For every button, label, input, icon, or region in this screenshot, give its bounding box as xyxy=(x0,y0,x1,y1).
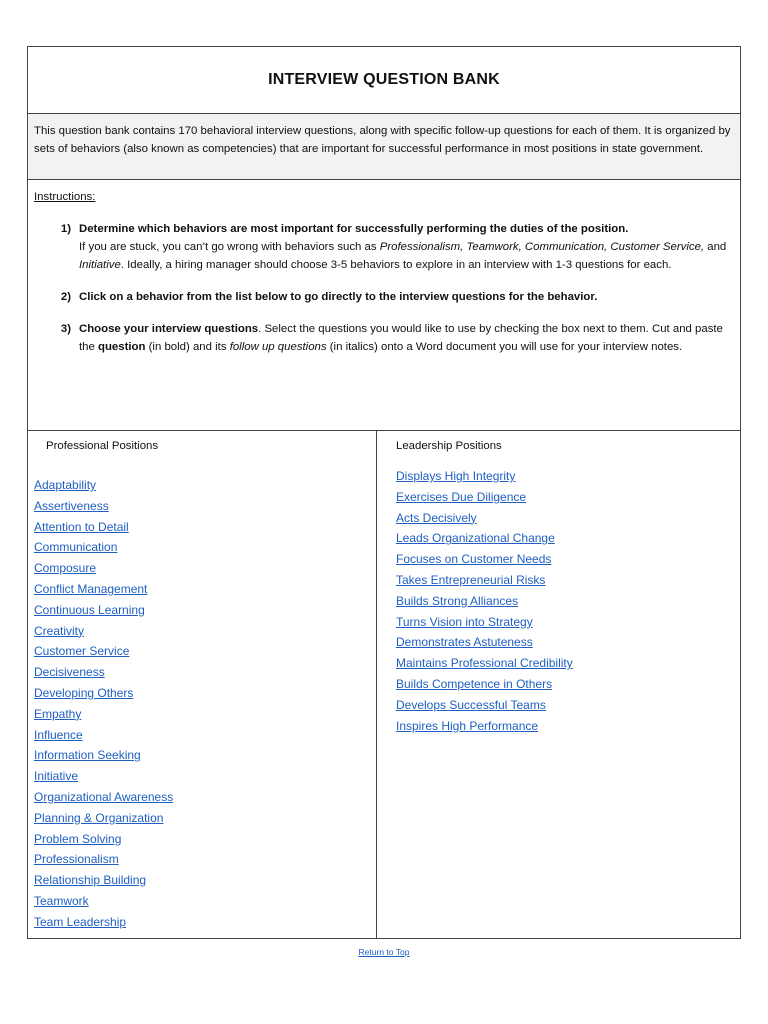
behavior-link-planning-organization[interactable]: Planning & Organization xyxy=(34,810,164,825)
behavior-link-acts-decisively[interactable]: Acts Decisively xyxy=(396,510,477,525)
page-title: INTERVIEW QUESTION BANK xyxy=(268,71,500,88)
behavior-list-item xyxy=(34,517,370,538)
behavior-link-builds-strong-alliances[interactable]: Builds Strong Alliances xyxy=(396,593,519,608)
leadership-heading: Leadership Positions xyxy=(396,440,502,452)
step-1-bold: Determine which behaviors are most important for successfully performing the duties of the position. xyxy=(79,223,629,235)
behavior-lists xyxy=(28,431,740,939)
behavior-list-item xyxy=(34,849,370,870)
return-to-top-row xyxy=(0,947,768,957)
behavior-list-item xyxy=(34,870,370,891)
behavior-list-item xyxy=(34,745,370,766)
behavior-link-displays-high-integrity[interactable]: Displays High Integrity xyxy=(396,469,516,483)
behavior-list-item xyxy=(34,662,370,683)
behavior-list-item xyxy=(396,674,734,695)
behavior-list-item xyxy=(34,891,370,912)
behavior-list-item xyxy=(396,632,734,653)
step-3-text-a: . Select the questions you would like to use by checking the box next to them. Cut and paste the xyxy=(79,323,723,353)
behavior-link-empathy[interactable]: Empathy xyxy=(34,706,82,721)
behavior-link-team-leadership[interactable]: Team Leadership xyxy=(34,914,127,929)
behavior-list-item xyxy=(34,808,370,829)
behavior-link-conflict-management[interactable]: Conflict Management xyxy=(34,581,148,596)
behavior-list-item xyxy=(396,528,734,549)
behavior-list-item xyxy=(34,704,370,725)
behavior-list-item xyxy=(34,766,370,787)
return-to-top-link[interactable]: Return to Top xyxy=(358,947,410,957)
behavior-list-item xyxy=(396,549,734,570)
behavior-list-item xyxy=(396,487,734,508)
behavior-list-item xyxy=(34,475,370,496)
leadership-links xyxy=(396,466,734,736)
behavior-list-item xyxy=(396,466,734,487)
step-1-text-c: . Ideally, a hiring manager should choose 3-5 behaviors to explore in an interview with 1-3 questions for each. xyxy=(120,259,672,271)
behavior-link-customer-service[interactable]: Customer Service xyxy=(34,644,130,659)
behavior-list-item xyxy=(34,641,370,662)
behavior-link-information-seeking[interactable]: Information Seeking xyxy=(34,748,141,763)
step-3-body xyxy=(79,320,734,356)
behavior-list-item xyxy=(396,612,734,633)
behavior-link-develops-successful-teams[interactable]: Develops Successful Teams xyxy=(396,697,546,712)
behavior-link-takes-entrepreneurial-risks[interactable]: Takes Entrepreneurial Risks xyxy=(396,572,546,587)
step-3-text-b: (in bold) and its xyxy=(145,341,230,353)
behavior-link-demonstrates-astuteness[interactable]: Demonstrates Astuteness xyxy=(396,635,533,650)
step-3-bold-b: question xyxy=(98,341,146,353)
step-3-italic-a: follow up questions xyxy=(229,341,327,353)
step-3-bold-a: Choose your interview questions xyxy=(79,323,259,335)
professional-links xyxy=(34,475,370,933)
behavior-list-item xyxy=(396,508,734,529)
behavior-link-inspires-high-performance[interactable]: Inspires High Performance xyxy=(396,718,539,733)
behavior-link-focuses-on-customer-needs[interactable]: Focuses on Customer Needs xyxy=(396,552,552,567)
behavior-list-item xyxy=(396,653,734,674)
behavior-list-item xyxy=(34,558,370,579)
step-1-text-b: and xyxy=(704,241,727,253)
behavior-list-item xyxy=(396,570,734,591)
step-2 xyxy=(34,288,734,306)
step-2-body xyxy=(79,288,734,306)
behavior-link-attention-to-detail[interactable]: Attention to Detail xyxy=(34,519,129,534)
behavior-list-item xyxy=(34,912,370,933)
behavior-link-teamwork[interactable]: Teamwork xyxy=(34,893,89,908)
behavior-list-item xyxy=(396,695,734,716)
behavior-list-item xyxy=(34,579,370,600)
behavior-list-item xyxy=(34,829,370,850)
behavior-link-decisiveness[interactable]: Decisiveness xyxy=(34,665,105,680)
behavior-list-item xyxy=(396,716,734,737)
step-3 xyxy=(34,320,734,356)
behavior-link-leads-organizational-change[interactable]: Leads Organizational Change xyxy=(396,531,555,546)
behavior-link-adaptability[interactable]: Adaptability xyxy=(34,478,97,492)
behavior-link-assertiveness[interactable]: Assertiveness xyxy=(34,498,109,513)
behavior-list-item xyxy=(34,496,370,517)
question-bank-table xyxy=(27,46,741,939)
behavior-link-organizational-awareness[interactable]: Organizational Awareness xyxy=(34,789,174,804)
behavior-list-item xyxy=(34,537,370,558)
instructions-heading: Instructions: xyxy=(34,191,96,203)
behavior-link-influence[interactable]: Influence xyxy=(34,727,83,742)
behavior-link-relationship-building[interactable]: Relationship Building xyxy=(34,873,147,888)
step-2-number: 2) xyxy=(60,291,71,303)
behavior-link-professionalism[interactable]: Professionalism xyxy=(34,852,119,867)
behavior-link-continuous-learning[interactable]: Continuous Learning xyxy=(34,602,145,617)
behavior-list-item xyxy=(34,683,370,704)
behavior-link-creativity[interactable]: Creativity xyxy=(34,623,85,638)
behavior-list-item xyxy=(34,787,370,808)
behavior-link-maintains-professional-credibility[interactable]: Maintains Professional Credibility xyxy=(396,656,573,671)
step-1-number: 1) xyxy=(60,223,71,235)
behavior-link-communication[interactable]: Communication xyxy=(34,540,118,555)
step-3-text-c: (in italics) onto a Word document you will use for your interview notes. xyxy=(326,341,683,353)
professional-column xyxy=(28,431,377,939)
step-2-bold: Click on a behavior from the list below to go directly to the interview questions for the behavior. xyxy=(79,291,598,303)
step-1 xyxy=(34,220,734,274)
step-1-italic-b: Initiative xyxy=(79,259,121,271)
behavior-link-developing-others[interactable]: Developing Others xyxy=(34,685,134,700)
step-1-body xyxy=(79,220,734,274)
behavior-link-builds-competence-in-others[interactable]: Builds Competence in Others xyxy=(396,676,553,691)
behavior-link-problem-solving[interactable]: Problem Solving xyxy=(34,831,122,846)
step-3-number: 3) xyxy=(60,323,71,335)
behavior-link-exercises-due-diligence[interactable]: Exercises Due Diligence xyxy=(396,489,527,504)
behavior-link-turns-vision-into-strategy[interactable]: Turns Vision into Strategy xyxy=(396,614,533,629)
instructions-section xyxy=(28,180,740,431)
intro-text: This question bank contains 170 behavioral interview questions, along with specific follow-up questions for each of them. It is organized by sets of behaviors (also known as competencies) that are important for successful performance in most positions in state government. xyxy=(28,114,740,180)
professional-heading: Professional Positions xyxy=(46,440,159,452)
behavior-list-item xyxy=(34,725,370,746)
behavior-link-composure[interactable]: Composure xyxy=(34,561,97,576)
behavior-list-item xyxy=(34,600,370,621)
behavior-list-item xyxy=(396,591,734,612)
behavior-link-initiative[interactable]: Initiative xyxy=(34,769,79,784)
leadership-column xyxy=(377,431,740,939)
behavior-list-item xyxy=(34,621,370,642)
step-1-italic-a: Professionalism, Teamwork, Communication, Customer Service, xyxy=(379,241,705,253)
title-row xyxy=(28,47,740,114)
step-1-text-a: If you are stuck, you can’t go wrong with behaviors such as xyxy=(79,241,380,253)
